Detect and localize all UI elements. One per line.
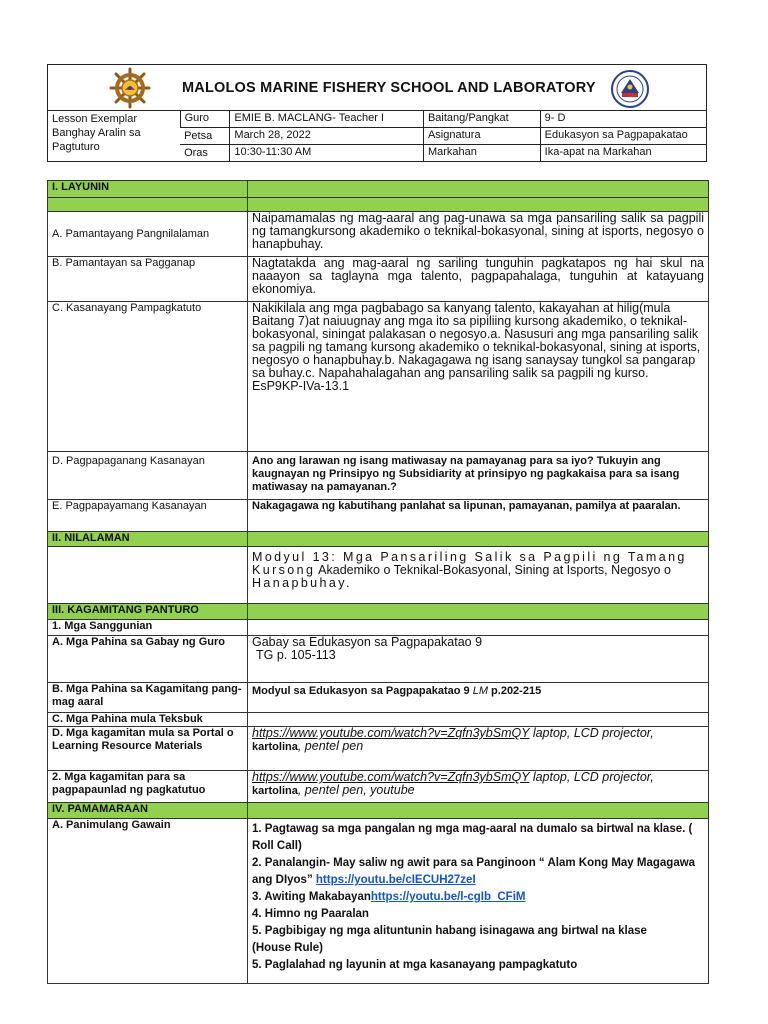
- section-title: II. NILALAMAN: [48, 532, 248, 547]
- section-kagamitan-header: [48, 604, 709, 620]
- list-item: (House Rule): [252, 942, 323, 954]
- info-row-guro: [48, 111, 706, 127]
- lesson-plan-table: [47, 180, 709, 984]
- lesson-header: [47, 64, 707, 162]
- row-label: B. Mga Pahina sa Kagamitang pang-mag aaral: [48, 683, 248, 713]
- youtube-link[interactable]: https://www.youtube.com/watch?v=Zqfn3ybSmQY: [252, 726, 530, 740]
- asignatura-label: Asignatura: [423, 127, 540, 144]
- section-nilalaman-header: [48, 532, 709, 547]
- row-value: [248, 636, 709, 683]
- section-layunin-subheader: [48, 198, 709, 212]
- youtube-link[interactable]: https://www.youtube.com/watch?v=Zqfn3ybSmQY: [252, 770, 530, 784]
- school-name: MALOLOS MARINE FISHERY SCHOOL AND LABORATORY: [182, 80, 596, 96]
- oras-label: Oras: [180, 144, 230, 161]
- exemplar-label: Lesson Exemplar Banghay Aralin sa Pagtuturo: [52, 113, 141, 153]
- markahan-label: Markahan: [423, 144, 540, 161]
- section-blank: [248, 181, 709, 198]
- row-label: D. Pagpapaganang Kasanayan: [48, 452, 248, 500]
- row-value: [248, 771, 709, 803]
- row-label: D. Mga kagamitan mula sa Portal o Learning Resource Materials: [48, 727, 248, 771]
- nilalaman-spaced: Modyul 13: Mga Pansariling Salik sa Pagpili ng Tamang Kursong: [252, 550, 687, 577]
- prayer-text: 2. Panalangin- May saliw ng awit para sa Panginoon “ Alam Kong May Magagawa ang DIyos”: [252, 857, 696, 886]
- row-value: [248, 819, 709, 984]
- list-item: 1. Pagtawag sa mga pangalan ng mga mag-aaral na dumalo sa birtwal na klase. ( Roll Call): [252, 823, 693, 852]
- markahan-value: Ika-apat na Markahan: [540, 144, 706, 161]
- row-pagpapaunlad-materials: [48, 771, 709, 803]
- row-portal-materials: [48, 727, 709, 771]
- title-row: [48, 65, 706, 111]
- guro-label: Guro: [180, 111, 230, 127]
- row-value-blank: [248, 713, 709, 727]
- kasanayan-code: EsP9KP-IVa-13.1: [252, 379, 350, 393]
- list-item: [252, 889, 704, 906]
- row-label: A. Mga Pahina sa Gabay ng Guro: [48, 636, 248, 683]
- petsa-value: March 28, 2022: [230, 127, 424, 144]
- row-pagpapayamang-kasanayan: [48, 500, 709, 532]
- section-title: IV. PAMAMARAAN: [48, 803, 248, 819]
- row-pagpapaganang-kasanayan: [48, 452, 709, 500]
- section-pamamaraan-header: [48, 803, 709, 819]
- baitang-label: Baitang/Pangkat: [423, 111, 540, 127]
- materials-text-end: , pentel pen: [297, 739, 364, 753]
- row-label-blank: [48, 547, 248, 604]
- row-pamantayang-pangnilalaman: [48, 212, 709, 257]
- list-item: 5. Paglalahad ng layunin at mga kasanayang pampagkatuto: [252, 959, 578, 971]
- row-panimulang-gawain: [48, 819, 709, 984]
- row-label: C. Kasanayang Pampagkatuto: [48, 302, 248, 452]
- prayer-link[interactable]: https://youtu.be/cIECUH27zeI: [315, 874, 476, 886]
- row-sanggunian: [48, 620, 709, 636]
- kasanayan-text: Nakikilala ang mga pagbabago sa kanyang talento, kakayahan at hilig(mula Baitang 7)at naiuugnay ang mga ito sa pipiliing kursong akademiko, o teknikal-bokasyonal, siningat palakasan o negosyo.a. Nasusuri ang mga pansariling salik sa pagpili ng tamang kursong akademiko o teknikal-bokasyonal, sining at isports, negosyo o hanapbuhay.b. Nakagagawa ng isang sanaysay tungkol sa pangarap sa buhay.c. Napahahalagahan ang pansariling salik sa pagpili ng kurso.: [252, 301, 701, 380]
- gabay-line1: Gabay sa Edukasyon sa Pagpapakatao 9: [252, 635, 483, 649]
- oras-value: 10:30-11:30 AM: [230, 144, 424, 161]
- pages-text: p.202-215: [491, 685, 542, 697]
- section-blank: [48, 198, 248, 212]
- asignatura-value: Edukasyon sa Pagpapakatao: [540, 127, 706, 144]
- section-blank: [248, 198, 709, 212]
- anthem-link[interactable]: https://youtu.be/l-cgIb_CFiM: [370, 891, 526, 903]
- row-label: E. Pagpapayamang Kasanayan: [48, 500, 248, 532]
- materials-text: laptop, LCD projector,: [529, 770, 654, 784]
- materials-text-end: , pentel pen, youtube: [297, 783, 415, 797]
- list-item: [252, 855, 704, 889]
- section-blank: [248, 803, 709, 819]
- row-kasanayang-pampagkatuto: [48, 302, 709, 452]
- section-layunin-header: [48, 181, 709, 198]
- row-value: [248, 683, 709, 713]
- row-pamantayan-sa-pagganap: [48, 257, 709, 302]
- row-label: A. Panimulang Gawain: [48, 819, 248, 984]
- anthem-text: 3. Awiting Makabayan: [252, 891, 371, 903]
- section-blank: [248, 604, 709, 620]
- row-value: [248, 547, 709, 604]
- row-kagamitang-pang-mag-aaral: [48, 683, 709, 713]
- modyul-text: Modyul sa Edukasyon sa Pagpapakatao 9: [252, 685, 470, 697]
- list-item: 5. Pagbibigay ng mga alituntunin habang isinagawa ang birtwal na klase: [252, 925, 647, 937]
- section-title: I. LAYUNIN: [48, 181, 248, 198]
- section-blank: [248, 532, 709, 547]
- baitang-value: 9- D: [540, 111, 706, 127]
- lm-text: LM: [472, 685, 488, 697]
- row-label: 1. Mga Sanggunian: [48, 620, 248, 636]
- guro-value: EMIE B. MACLANG- Teacher I: [230, 111, 424, 127]
- row-value-blank: [248, 620, 709, 636]
- section-title: III. KAGAMITANG PANTURO: [48, 604, 248, 620]
- row-teksbuk: [48, 713, 709, 727]
- kartolina-text: kartolina: [252, 785, 298, 797]
- nilalaman-tail: Hanapbuhay.: [252, 576, 352, 590]
- row-label: 2. Mga kagamitan para sa pagpapaunlad ng pagkatutuo: [48, 771, 248, 803]
- petsa-label: Petsa: [180, 127, 230, 144]
- row-value: Ano ang larawan ng isang matiwasay na pamayanag para sa iyo? Tukuyin ang kaugnayan ng Prinsipyo ng Subsidiarity at prinsipyo ng pagkakaisa para sa isang matiwasay na pamayanan.?: [248, 452, 709, 500]
- deped-seal-logo-icon: [608, 69, 652, 109]
- row-label: B. Pamantayan sa Pagganap: [48, 257, 248, 302]
- kartolina-text: kartolina: [252, 741, 298, 753]
- row-value: [248, 302, 709, 452]
- ship-wheel-logo-icon: [108, 67, 152, 109]
- lesson-info-table: [48, 111, 706, 161]
- row-gabay-ng-guro: [48, 636, 709, 683]
- row-value: [248, 727, 709, 771]
- list-item: 4. Himno ng Paaralan: [252, 908, 369, 920]
- row-label: C. Mga Pahina mula Teksbuk: [48, 713, 248, 727]
- gabay-line2: TG p. 105-113: [256, 648, 336, 662]
- row-label: A. Pamantayang Pangnilalaman: [48, 212, 248, 257]
- row-value: Naipamamalas ng mag-aaral ang pag-unawa sa mga pansariling salik sa pagpili ng tamangkursong akademiko o teknikal-bokasyonal, sining at isports, negosyo o hanapbuhay.: [248, 212, 709, 257]
- nilalaman-normal: Akademiko o Teknikal-Bokasyonal, Sining at Isports, Negosyo o: [318, 563, 671, 577]
- row-value: Nakagagawa ng kabutihang panlahat sa lipunan, pamayanan, pamilya at paaralan.: [248, 500, 709, 532]
- row-nilalaman: [48, 547, 709, 604]
- row-value: Nagtatakda ang mag-aaral ng sariling tunguhin pagkatapos ng hai skul na naaayon sa taglayna mga talento, pagpapahalaga, tunguhin at katayuang ekonomiya.: [248, 257, 709, 302]
- materials-text: laptop, LCD projector,: [529, 726, 654, 740]
